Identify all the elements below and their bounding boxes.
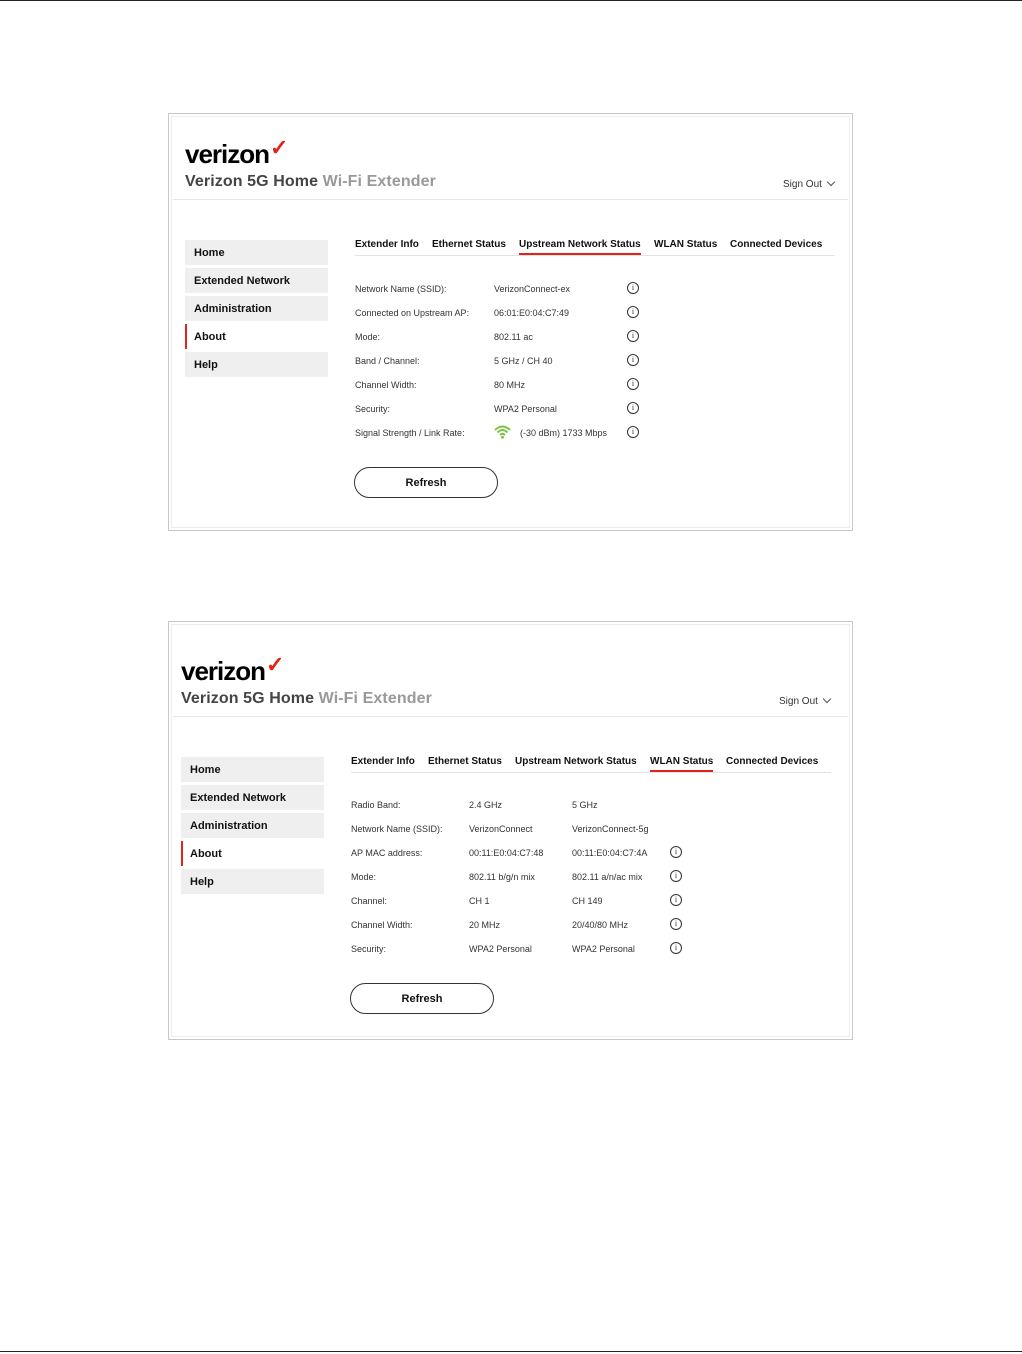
tabs-divider [351,772,831,773]
tab-extender-info[interactable]: Extender Info [355,239,419,250]
tab-upstream-network-status[interactable]: Upstream Network Status [515,756,637,767]
info-icon[interactable]: i [670,846,682,858]
side-navigation [181,757,324,897]
info-icon[interactable]: i [627,306,639,318]
info-icon[interactable]: i [670,894,682,906]
sidebar-item-about[interactable] [185,324,328,349]
info-icon[interactable]: i [670,918,682,930]
row-label: Connected on Upstream AP: [355,308,470,318]
row-label: Channel: [351,896,388,906]
verizon-check-icon: ✓ [270,135,288,160]
table-row [355,380,655,394]
row-value: 06:01:E0:04:C7:49 [494,308,570,318]
row-value: VerizonConnect-ex [494,284,571,294]
page-top-rule [0,0,1022,1]
refresh-button[interactable]: Refresh [354,467,498,498]
row-value: 802.11 ac [494,332,533,342]
verizon-logo [185,135,288,169]
row-label: Mode: [355,332,381,342]
table-row [351,800,691,814]
upstream-network-status-screenshot [168,113,853,531]
tab-upstream-network-status[interactable]: Upstream Network Status [519,239,641,250]
row-value-5ghz: CH 149 [572,896,603,906]
table-row [355,356,655,370]
row-value-5ghz: WPA2 Personal [572,944,635,954]
sidebar-item-label: Home [190,764,221,776]
row-value-2-4ghz: 20 MHz [469,920,501,930]
row-label: Channel Width: [355,380,417,390]
tab-ethernet-status[interactable]: Ethernet Status [432,239,506,250]
product-title-main: Verizon 5G Home [181,690,315,707]
row-value: 5 GHz / CH 40 [494,356,553,366]
table-row [355,332,655,346]
product-title [185,173,436,191]
wlan-status-screenshot [168,621,853,1040]
row-label: Signal Strength / Link Rate: [355,428,465,438]
sidebar-item-home[interactable] [181,757,324,782]
row-value-2-4ghz: VerizonConnect [469,824,533,834]
product-title [181,690,432,708]
info-icon[interactable]: i [627,354,639,366]
tab-extender-info[interactable]: Extender Info [351,756,415,767]
sidebar-item-label: Extended Network [194,275,290,287]
sidebar-item-label: About [194,331,226,343]
table-row [351,872,691,886]
row-value: WPA2 Personal [494,404,557,414]
info-icon[interactable]: i [627,282,639,294]
row-label: Security: [355,404,391,414]
sidebar-item-extended-network[interactable] [181,785,324,810]
table-row [355,428,655,442]
tab-connected-devices[interactable]: Connected Devices [726,756,819,767]
tab-wlan-status[interactable]: WLAN Status [654,239,718,250]
row-label: Network Name (SSID): [351,824,443,834]
info-icon[interactable]: i [627,426,639,438]
product-title-highlight: Wi-Fi Extender [322,173,436,190]
row-label: Mode: [351,872,377,882]
sidebar-item-administration[interactable] [181,813,324,838]
row-label: AP MAC address: [351,848,423,858]
verizon-logo [181,652,284,686]
table-row [355,284,655,298]
table-row [351,896,691,910]
page-bottom-rule [0,1351,1022,1352]
sidebar-item-home[interactable] [185,240,328,265]
side-navigation [185,240,328,380]
info-icon[interactable]: i [627,378,639,390]
sign-out-label: Sign Out [783,179,822,190]
sidebar-item-help[interactable] [185,352,328,377]
table-row [351,944,691,958]
tabs-divider [355,255,835,256]
row-label: Band / Channel: [355,356,420,366]
row-value-5ghz: 20/40/80 MHz [572,920,629,930]
table-row [351,920,691,934]
sidebar-item-about[interactable] [181,841,324,866]
status-tabs [351,756,831,776]
sidebar-item-extended-network[interactable] [185,268,328,293]
sign-out-menu[interactable] [783,179,834,190]
product-title-main: Verizon 5G Home [185,173,319,190]
table-row [355,308,655,322]
wifi-signal-icon [494,425,511,441]
sidebar-item-label: Administration [194,303,272,315]
sidebar-item-help[interactable] [181,869,324,894]
chevron-down-icon [823,695,831,703]
row-value-5ghz: VerizonConnect-5g [572,824,649,834]
verizon-logo-text: verizon [185,139,270,169]
sidebar-item-label: Extended Network [190,792,286,804]
product-title-highlight: Wi-Fi Extender [318,690,432,707]
header-divider [173,716,848,717]
table-row [355,404,655,418]
verizon-check-icon: ✓ [266,652,284,677]
tab-ethernet-status[interactable]: Ethernet Status [428,756,502,767]
row-value-2-4ghz: 2.4 GHz [469,800,503,810]
verizon-logo-text: verizon [181,656,266,686]
info-icon[interactable]: i [670,870,682,882]
row-label: Security: [351,944,387,954]
row-label: Network Name (SSID): [355,284,447,294]
sign-out-label: Sign Out [779,696,818,707]
sidebar-item-label: Help [194,359,218,371]
table-row [351,824,691,838]
table-row [351,848,691,862]
row-value-2-4ghz: 00:11:E0:04:C7:48 [469,848,544,858]
sidebar-item-label: Administration [190,820,268,832]
chevron-down-icon [827,178,835,186]
info-icon[interactable]: i [627,330,639,342]
sidebar-item-label: Home [194,247,225,259]
refresh-button[interactable]: Refresh [350,983,494,1014]
row-value: 80 MHz [494,380,526,390]
row-value-2-4ghz: CH 1 [469,896,490,906]
tab-connected-devices[interactable]: Connected Devices [730,239,823,250]
row-value-5ghz: 5 GHz [572,800,598,810]
sidebar-item-administration[interactable] [185,296,328,321]
info-icon[interactable]: i [627,402,639,414]
sidebar-item-label: Help [190,876,214,888]
row-label: Radio Band: [351,800,401,810]
row-value-5ghz: 00:11:E0:04:C7:4A [572,848,648,858]
row-label: Channel Width: [351,920,413,930]
sign-out-menu[interactable] [779,696,830,707]
sidebar-item-label: About [190,848,222,860]
row-value-2-4ghz: WPA2 Personal [469,944,532,954]
tab-wlan-status[interactable]: WLAN Status [650,756,714,767]
status-tabs [355,239,835,259]
row-value-5ghz: 802.11 a/n/ac mix [572,872,643,882]
info-icon[interactable]: i [670,942,682,954]
row-value: (-30 dBm) 1733 Mbps [520,428,608,438]
header-divider [173,199,848,200]
row-value-2-4ghz: 802.11 b/g/n mix [469,872,535,882]
